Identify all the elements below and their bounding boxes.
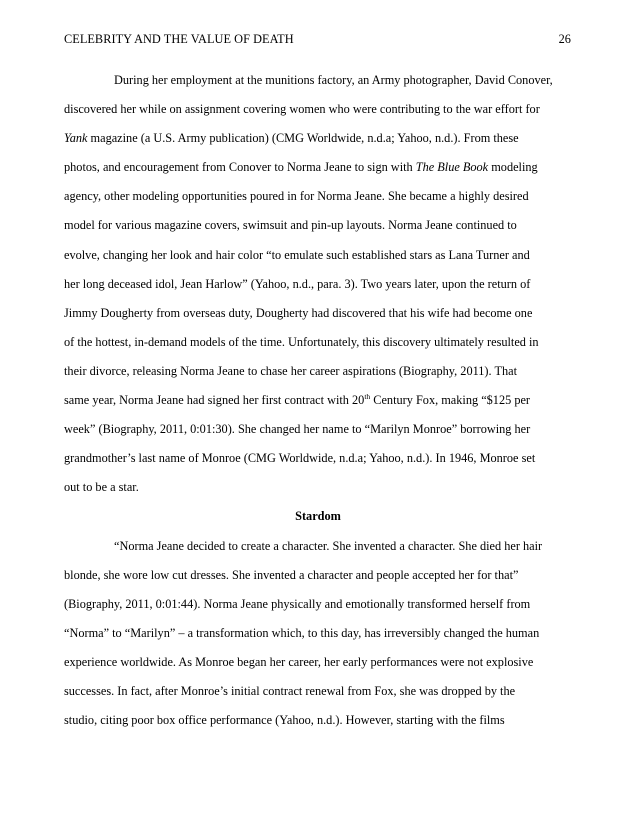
text-line: experience worldwide. As Monroe began her career, her early performances were not explosive (64, 654, 534, 669)
text-line: grandmother’s last name of Monroe (CMG Worldwide, n.d.a; Yahoo, n.d.). In 1946, Monroe set (64, 451, 536, 466)
text-line: discovered her while on assignment covering women who were contributing to the war effort for (64, 102, 540, 117)
text-line: photos, and encouragement from Conover to Norma Jeane to sign with The Blue Book modeling (64, 160, 538, 175)
text-line: of the hottest, in-demand models of the time. Unfortunately, this discovery ultimately resulted in (64, 334, 539, 349)
italic-title: The Blue Book (415, 160, 489, 175)
superscript: th (364, 392, 371, 402)
running-head (64, 32, 571, 50)
italic-title: Yank (64, 131, 88, 146)
section-heading: Stardom (295, 509, 341, 524)
text-line: Yank magazine (a U.S. Army publication) (CMG Worldwide, n.d.a; Yahoo, n.d.). From these (64, 131, 519, 146)
text-line: evolve, changing her look and hair color “to emulate such established stars as Lana Turner and (64, 247, 530, 262)
text-line: agency, other modeling opportunities poured in for Norma Jeane. She became a highly desired (64, 189, 529, 204)
text-line: her long deceased idol, Jean Harlow” (Yahoo, n.d., para. 3). Two years later, upon the return of (64, 276, 531, 291)
text-line: week” (Biography, 2011, 0:01:30). She changed her name to “Marilyn Monroe” borrowing her (64, 422, 531, 437)
text-line: “Norma” to “Marilyn” – a transformation which, to this day, has irreversibly changed the human (64, 625, 540, 640)
text-line: Jimmy Dougherty from overseas duty, Dougherty had discovered that his wife had become one (64, 305, 533, 320)
text-line: out to be a star. (64, 480, 139, 495)
text-line: “Norma Jeane decided to create a character. She invented a character. She died her hair (114, 538, 543, 553)
text-line: blonde, she wore low cut dresses. She invented a character and people accepted her for that” (64, 567, 519, 582)
running-title: CELEBRITY AND THE VALUE OF DEATH (64, 32, 294, 46)
text-line: (Biography, 2011, 0:01:44). Norma Jeane physically and emotionally transformed herself from (64, 596, 531, 611)
page-number: 26 (558, 32, 571, 46)
text-line: their divorce, releasing Norma Jeane to chase her career aspirations (Biography, 2011). That (64, 363, 517, 378)
text-line: studio, citing poor box office performance (Yahoo, n.d.). However, starting with the films (64, 713, 505, 728)
text-line: model for various magazine covers, swimsuit and pin-up layouts. Norma Jeane continued to (64, 218, 517, 233)
text-line: During her employment at the munitions factory, an Army photographer, David Conover, (114, 73, 553, 87)
text-line: successes. In fact, after Monroe’s initial contract renewal from Fox, she was dropped by the (64, 683, 516, 698)
text-line: same year, Norma Jeane had signed her first contract with 20th Century Fox, making “$125 per (64, 392, 531, 408)
body-text (64, 70, 572, 739)
